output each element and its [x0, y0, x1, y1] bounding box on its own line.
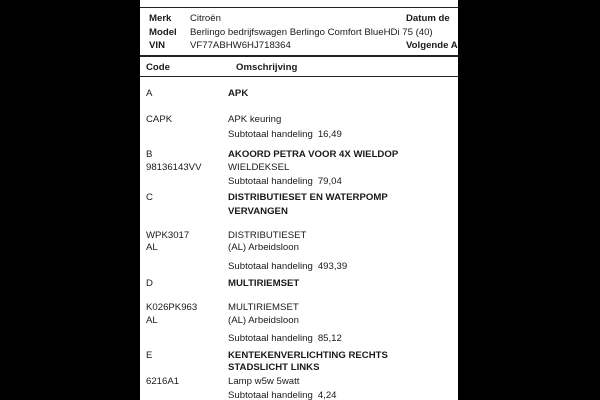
item-description: Lamp w5w 5watt	[228, 376, 300, 387]
item-description: (AL) Arbeidsloon	[228, 315, 299, 326]
subtotal-line	[228, 333, 342, 344]
item-description: (AL) Arbeidsloon	[228, 242, 299, 253]
section-code: B	[146, 149, 153, 160]
vin-label: VIN	[149, 40, 165, 51]
item-code: AL	[146, 315, 158, 326]
item-description: WIELDEKSEL	[228, 162, 290, 173]
item-code: WPK3017	[146, 230, 190, 241]
section-code: E	[146, 350, 153, 361]
item-description: APK keuring	[228, 114, 282, 125]
subtotal-line	[228, 261, 347, 272]
item-code: 6216A1	[146, 376, 180, 387]
invoice-page	[140, 0, 458, 400]
section-code: D	[146, 278, 153, 289]
subtotal-label: Subtotaal handeling	[228, 129, 313, 140]
section-title: APK	[228, 88, 249, 99]
column-rule	[140, 76, 458, 77]
subtotal-label: Subtotaal handeling	[228, 390, 313, 400]
subtotal-label: Subtotaal handeling	[228, 333, 313, 344]
merk-value: Citroën	[190, 13, 221, 24]
subtotal-value: 4,24	[317, 390, 337, 400]
column-header-code: Code	[146, 62, 170, 73]
subtotal-line	[228, 129, 342, 140]
top-rule	[140, 7, 458, 8]
item-description: MULTIRIEMSET	[228, 302, 299, 313]
section-code: C	[146, 192, 153, 203]
item-description: DISTRIBUTIESET	[228, 230, 307, 241]
subtotal-value: 79,04	[317, 176, 342, 187]
subtotal-line	[228, 176, 342, 187]
subtotal-label: Subtotaal handeling	[228, 176, 313, 187]
merk-label: Merk	[149, 13, 172, 24]
section-title: MULTIRIEMSET	[228, 278, 300, 289]
datum-label: Datum de	[406, 13, 450, 24]
column-header-description: Omschrijving	[236, 62, 298, 73]
subtotal-label: Subtotaal handeling	[228, 261, 313, 272]
section-code: A	[146, 88, 153, 99]
section-title: DISTRIBUTIESET EN WATERPOMP	[228, 192, 388, 203]
item-code: AL	[146, 242, 158, 253]
item-code: CAPK	[146, 114, 173, 125]
subtotal-value: 16,49	[317, 129, 342, 140]
section-title: KENTEKENVERLICHTING RECHTS	[228, 350, 388, 361]
subtotal-line	[228, 390, 337, 400]
section-title: AKOORD PETRA VOOR 4X WIELDOP	[228, 149, 399, 160]
section-title-line-2: STADSLICHT LINKS	[228, 362, 320, 373]
volgende-label: Volgende A	[406, 40, 458, 51]
header-rule	[140, 55, 458, 57]
section-title-line-2: VERVANGEN	[228, 206, 288, 217]
vin-value: VF77ABHW6HJ718364	[190, 40, 291, 51]
item-code: K026PK963	[146, 302, 198, 313]
model-label: Model	[149, 27, 177, 38]
subtotal-value: 85,12	[317, 333, 342, 344]
subtotal-value: 493,39	[317, 261, 348, 272]
model-value: Berlingo bedrijfswagen Berlingo Comfort BlueHDi 75 (40)	[190, 27, 433, 38]
item-code: 98136143VV	[146, 162, 202, 173]
